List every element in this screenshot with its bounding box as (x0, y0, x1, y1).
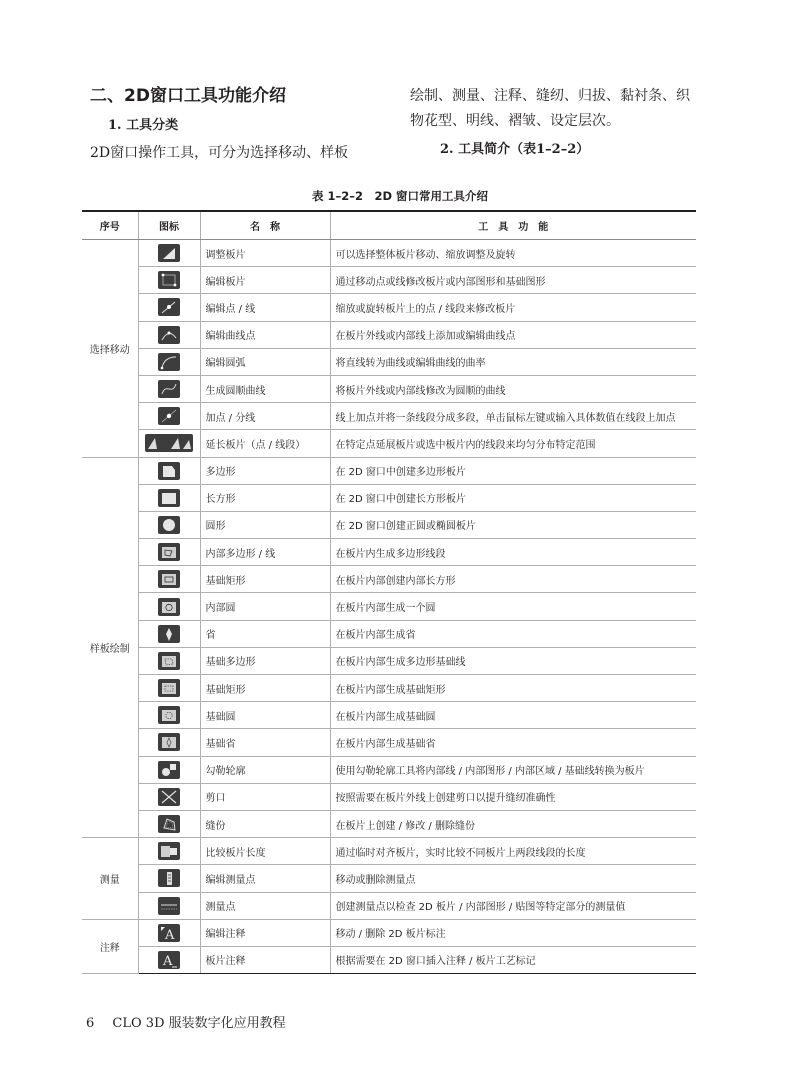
icon-cell (138, 267, 200, 294)
tool-name-cell: 基础圆 (200, 702, 330, 729)
tool-function-cell: 创建测量点以检查 2D 板片 / 内部图形 / 贴图等特定部分的测量值 (330, 892, 696, 919)
table-row (82, 294, 696, 321)
page-number: 6 (86, 1016, 95, 1031)
table-row (82, 348, 696, 375)
tool-function-cell: 在板片内部生成基础省 (330, 729, 696, 756)
table-row (82, 457, 696, 484)
circle-icon (158, 516, 180, 534)
tool-name-cell: 基础多边形 (200, 647, 330, 674)
icon-cell (138, 946, 200, 973)
icon-cell (138, 348, 200, 375)
table-row (82, 375, 696, 402)
table-row (82, 892, 696, 919)
edit-point-line-icon (158, 298, 180, 316)
table-row (82, 729, 696, 756)
rectangle-icon (158, 489, 180, 507)
tool-function-cell: 在板片内部生成省 (330, 620, 696, 647)
edit-curve-point-icon (158, 326, 180, 344)
tool-name-cell: 生成圆顺曲线 (200, 375, 330, 402)
adjust-panel-icon (158, 244, 180, 262)
measure-point-icon (158, 897, 180, 915)
tool-function-cell: 缩放或旋转板片上的点 / 线段来修改板片 (330, 294, 696, 321)
table-row (82, 620, 696, 647)
tool-name-cell: 编辑曲线点 (200, 321, 330, 348)
icon-cell (138, 511, 200, 538)
tool-name-cell: 编辑板片 (200, 267, 330, 294)
tool-function-cell: 按照需要在板片外线上创建剪口以提升缝纫准确性 (330, 783, 696, 810)
icon-cell (138, 321, 200, 348)
icon-cell (138, 702, 200, 729)
tool-name-cell: 测量点 (200, 892, 330, 919)
tool-function-cell: 使用勾勒轮廓工具将内部线 / 内部图形 / 内部区域 / 基础线转换为板片 (330, 756, 696, 783)
internal-circle-icon (158, 598, 180, 616)
table-header-row (82, 211, 696, 240)
table-row (82, 838, 696, 865)
table-row (82, 267, 696, 294)
table-row (82, 702, 696, 729)
base-polygon-icon (158, 652, 180, 670)
trace-icon (158, 761, 180, 779)
extend-panel-icon (145, 434, 193, 452)
subsection-heading: 1. 工具分类 (108, 118, 179, 133)
icon-cell (138, 865, 200, 892)
table-row (82, 566, 696, 593)
page-footer (86, 1012, 286, 1031)
table-caption: 表 1–2–2 2D 窗口常用工具介绍 (311, 189, 489, 203)
tool-function-cell: 移动 / 删除 2D 板片标注 (330, 919, 696, 946)
icon-cell (138, 240, 200, 267)
tool-function-cell: 根据需要在 2D 窗口插入注释 / 板片工艺标记 (330, 946, 696, 973)
table-body (82, 240, 696, 974)
left-column (90, 84, 390, 166)
panel-annotation-icon (158, 951, 180, 969)
base-dart-icon (158, 733, 180, 751)
category-cell: 选择移动 (82, 240, 138, 458)
table-row (82, 321, 696, 348)
icon-cell (138, 375, 200, 402)
table-row (82, 403, 696, 430)
icon-cell (138, 430, 200, 457)
icon-cell (138, 783, 200, 810)
tool-function-cell: 在板片内部生成基础圆 (330, 702, 696, 729)
section-heading: 二、2D窗口工具功能介绍 (90, 86, 286, 106)
tool-function-cell: 在 2D 窗口创建正圆或椭圆板片 (330, 511, 696, 538)
table-row (82, 783, 696, 810)
seam-allowance-icon (158, 815, 180, 833)
header-function: 工 具 功 能 (330, 211, 696, 240)
paragraph-continuation-line-2: 物花型、明线、褶皱、设定层次。 (410, 113, 620, 129)
icon-cell (138, 838, 200, 865)
tool-name-cell: 省 (200, 620, 330, 647)
tool-name-cell: 加点 / 分线 (200, 403, 330, 430)
dart-icon (158, 625, 180, 643)
tool-name-cell: 编辑测量点 (200, 865, 330, 892)
tool-name-cell: 延长板片（点 / 线段） (200, 430, 330, 457)
table-row (82, 430, 696, 457)
tool-function-cell: 在板片上创建 / 修改 / 删除缝份 (330, 810, 696, 837)
icon-cell (138, 810, 200, 837)
add-point-icon (158, 407, 180, 425)
icon-cell (138, 566, 200, 593)
icon-cell (138, 892, 200, 919)
tool-name-cell: 编辑点 / 线 (200, 294, 330, 321)
svg-text:A: A (165, 927, 175, 942)
tool-function-cell: 在板片内部创建内部长方形 (330, 566, 696, 593)
tool-name-cell: 比较板片长度 (200, 838, 330, 865)
table-row (82, 865, 696, 892)
icon-cell (138, 919, 200, 946)
tool-name-cell: 勾勒轮廓 (200, 756, 330, 783)
icon-cell (138, 675, 200, 702)
tool-name-cell: 内部多边形 / 线 (200, 539, 330, 566)
tool-function-cell: 线上加点并将一条线段分成多段，单击鼠标左键或输入具体数值在线段上加点 (330, 403, 696, 430)
table-row (82, 946, 696, 973)
base-rect-icon (158, 570, 180, 588)
notch-icon (158, 788, 180, 806)
tool-function-cell: 在板片内部生成多边形基础线 (330, 647, 696, 674)
edit-measure-point-icon (158, 869, 180, 887)
tool-function-cell: 通过临时对齐板片，实时比较不同板片上两段线段的长度 (330, 838, 696, 865)
tool-function-cell: 移动或删除测量点 (330, 865, 696, 892)
header-name: 名 称 (200, 211, 330, 240)
svg-text:A: A (163, 953, 173, 969)
tool-name-cell: 基础矩形 (200, 675, 330, 702)
table-row (82, 593, 696, 620)
table-row (82, 919, 696, 946)
edit-arc-icon (158, 353, 180, 371)
icon-cell (138, 756, 200, 783)
base-circle-icon (158, 706, 180, 724)
tools-table (82, 210, 696, 974)
subsection-heading-2: 2. 工具简介（表1–2–2） (440, 142, 590, 157)
icon-cell (138, 539, 200, 566)
right-column (410, 84, 710, 160)
internal-polygon-icon (158, 543, 180, 561)
icon-cell (138, 403, 200, 430)
paragraph-continuation-line-1: 绘制、测量、注释、缝纫、归拔、黏衬条、织 (410, 88, 690, 104)
table-row (82, 810, 696, 837)
tool-function-cell: 可以选择整体板片移动、缩放调整及旋转 (330, 240, 696, 267)
table-row (82, 539, 696, 566)
tool-name-cell: 缝份 (200, 810, 330, 837)
tool-name-cell: 板片注释 (200, 946, 330, 973)
icon-cell (138, 484, 200, 511)
table-row (82, 484, 696, 511)
tool-function-cell: 在 2D 窗口中创建长方形板片 (330, 484, 696, 511)
table-row (82, 675, 696, 702)
tool-name-cell: 基础省 (200, 729, 330, 756)
tool-function-cell: 在板片内生成多边形线段 (330, 539, 696, 566)
icon-cell (138, 647, 200, 674)
tool-function-cell: 在板片内部生成基础矩形 (330, 675, 696, 702)
tool-function-cell: 将直线转为曲线或编辑曲线的曲率 (330, 348, 696, 375)
compare-length-icon (158, 842, 180, 860)
smooth-curve-icon (158, 380, 180, 398)
tool-name-cell: 编辑注释 (200, 919, 330, 946)
tool-function-cell: 在特定点延展板片或选中板片内的线段来均匀分布特定范围 (330, 430, 696, 457)
book-title: CLO 3D 服装数字化应用教程 (112, 1016, 286, 1031)
edit-annotation-icon (158, 924, 180, 942)
tool-function-cell: 在 2D 窗口中创建多边形板片 (330, 457, 696, 484)
icon-cell (138, 593, 200, 620)
tool-function-cell: 通过移动点或线修改板片或内部图形和基础图形 (330, 267, 696, 294)
category-cell: 测量 (82, 838, 138, 920)
tool-name-cell: 圆形 (200, 511, 330, 538)
table-row (82, 511, 696, 538)
category-cell: 样板绘制 (82, 457, 138, 838)
edit-panel-icon (158, 271, 180, 289)
intro-paragraph: 2D窗口操作工具，可分为选择移动、样板 (90, 145, 349, 161)
table-row (82, 756, 696, 783)
table-row (82, 647, 696, 674)
header-icon: 图标 (138, 211, 200, 240)
icon-cell (138, 457, 200, 484)
icon-cell (138, 620, 200, 647)
icon-cell (138, 729, 200, 756)
tool-function-cell: 将板片外线或内部线修改为圆顺的曲线 (330, 375, 696, 402)
polygon-icon (158, 462, 180, 480)
tool-function-cell: 在板片外线或内部线上添加或编辑曲线点 (330, 321, 696, 348)
base-rect-line-icon (158, 679, 180, 697)
tool-name-cell: 基础矩形 (200, 566, 330, 593)
header-no: 序号 (82, 211, 138, 240)
tool-name-cell: 长方形 (200, 484, 330, 511)
tool-name-cell: 多边形 (200, 457, 330, 484)
icon-cell (138, 294, 200, 321)
table-row (82, 240, 696, 267)
tool-name-cell: 调整板片 (200, 240, 330, 267)
tool-name-cell: 编辑圆弧 (200, 348, 330, 375)
category-cell: 注释 (82, 919, 138, 973)
tool-function-cell: 在板片内部生成一个圆 (330, 593, 696, 620)
tool-name-cell: 剪口 (200, 783, 330, 810)
tool-name-cell: 内部圆 (200, 593, 330, 620)
